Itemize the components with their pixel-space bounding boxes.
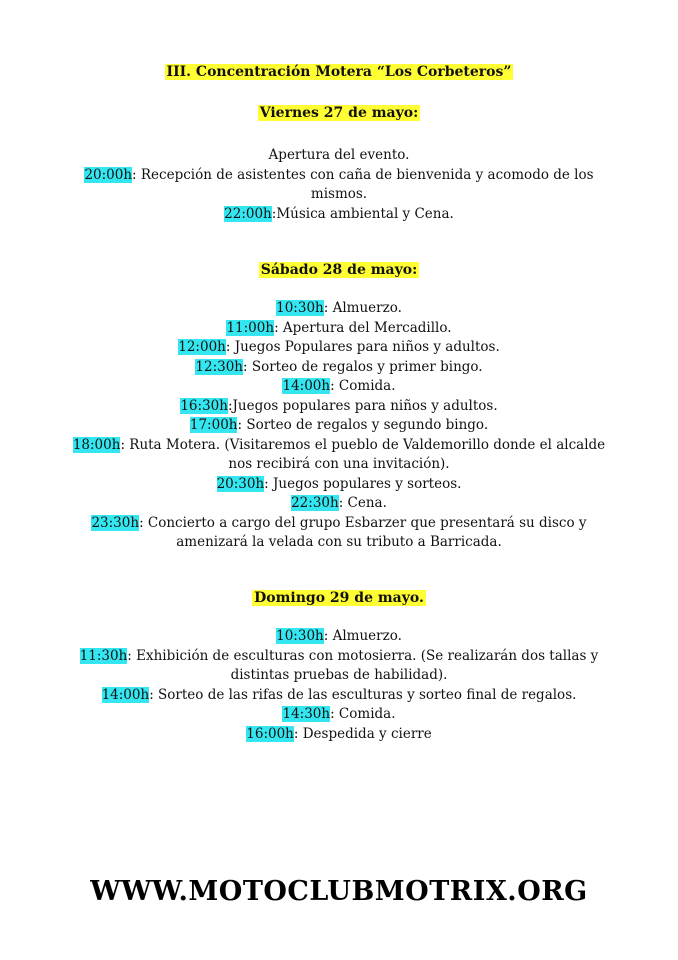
time-badge: 11:00h xyxy=(226,319,275,336)
time-badge: 20:00h xyxy=(84,166,133,183)
schedule-item: 11:30h: Exhibición de esculturas con motosierra. (Se realizarán dos tallas y distintas pruebas de habilidad). xyxy=(79,647,599,683)
schedule-item: 23:30h: Concierto a cargo del grupo Esbarzer que presentará su disco y amenizará la velada con su tributo a Barricada. xyxy=(91,514,587,550)
schedule-item: 12:30h: Sorteo de regalos y primer bingo. xyxy=(195,358,483,375)
time-badge: 14:00h xyxy=(282,378,331,394)
time-badge: 23:30h xyxy=(91,514,140,531)
time-badge: 12:00h xyxy=(178,339,226,355)
schedule-item: 18:00h: Ruta Motera. (Visitaremos el pueblo de Valdemorillo donde el alcalde nos recibirá con una invitación). xyxy=(72,436,606,472)
schedule-item: 22:00h:Música ambiental y Cena. xyxy=(224,205,454,222)
schedule-item: 12:00h: Juegos Populares para niños y adultos. xyxy=(178,339,500,355)
time-badge: 10:30h xyxy=(276,300,324,316)
schedule-item: 16:00h: Despedida y cierre xyxy=(246,725,432,742)
schedule-item: Apertura del evento. xyxy=(268,147,410,163)
schedule-friday xyxy=(60,146,618,224)
schedule-item: 14:00h: Sorteo de las rifas de las esculturas y sorteo final de regalos. xyxy=(101,686,577,703)
schedule-item: 10:30h: Almuerzo. xyxy=(276,300,402,316)
schedule-item: 16:30h:Juegos populares para niños y adultos. xyxy=(180,397,498,414)
schedule-sunday xyxy=(60,627,618,744)
schedule-item: 10:30h: Almuerzo. xyxy=(276,628,402,644)
time-badge: 22:30h xyxy=(291,495,339,511)
day-heading-friday: Viernes 27 de mayo: xyxy=(259,105,419,121)
time-badge: 14:00h xyxy=(101,686,150,703)
schedule-item: 14:00h: Comida. xyxy=(282,378,396,394)
schedule-item: 14:30h: Comida. xyxy=(282,706,396,722)
schedule-item: 11:00h: Apertura del Mercadillo. xyxy=(226,319,452,336)
time-badge: 14:30h xyxy=(282,706,331,722)
time-badge: 20:30h xyxy=(216,475,265,492)
time-badge: 11:30h xyxy=(79,647,128,664)
time-badge: 17:00h xyxy=(189,417,238,433)
poster-title: III. Concentración Motera “Los Corbeteros” xyxy=(166,64,512,80)
time-badge: 12:30h xyxy=(195,358,244,375)
schedule-saturday xyxy=(60,299,618,553)
website-url: WWW.MOTOCLUBMOTRIX.ORG xyxy=(90,876,588,907)
time-badge: 16:00h xyxy=(246,725,294,742)
time-badge: 22:00h xyxy=(224,205,272,222)
time-badge: 16:30h xyxy=(180,397,228,414)
day-heading-sunday: Domingo 29 de mayo. xyxy=(254,590,424,606)
time-badge: 18:00h xyxy=(72,436,121,453)
schedule-item: 22:30h: Cena. xyxy=(291,495,387,511)
day-heading-saturday: Sábado 28 de mayo: xyxy=(260,262,418,278)
schedule-item: 17:00h: Sorteo de regalos y segundo bingo. xyxy=(189,417,489,433)
schedule-item: 20:30h: Juegos populares y sorteos. xyxy=(216,475,462,492)
schedule-item: 20:00h: Recepción de asistentes con caña de bienvenida y acomodo de los mismos. xyxy=(84,166,594,202)
time-badge: 10:30h xyxy=(276,628,324,644)
